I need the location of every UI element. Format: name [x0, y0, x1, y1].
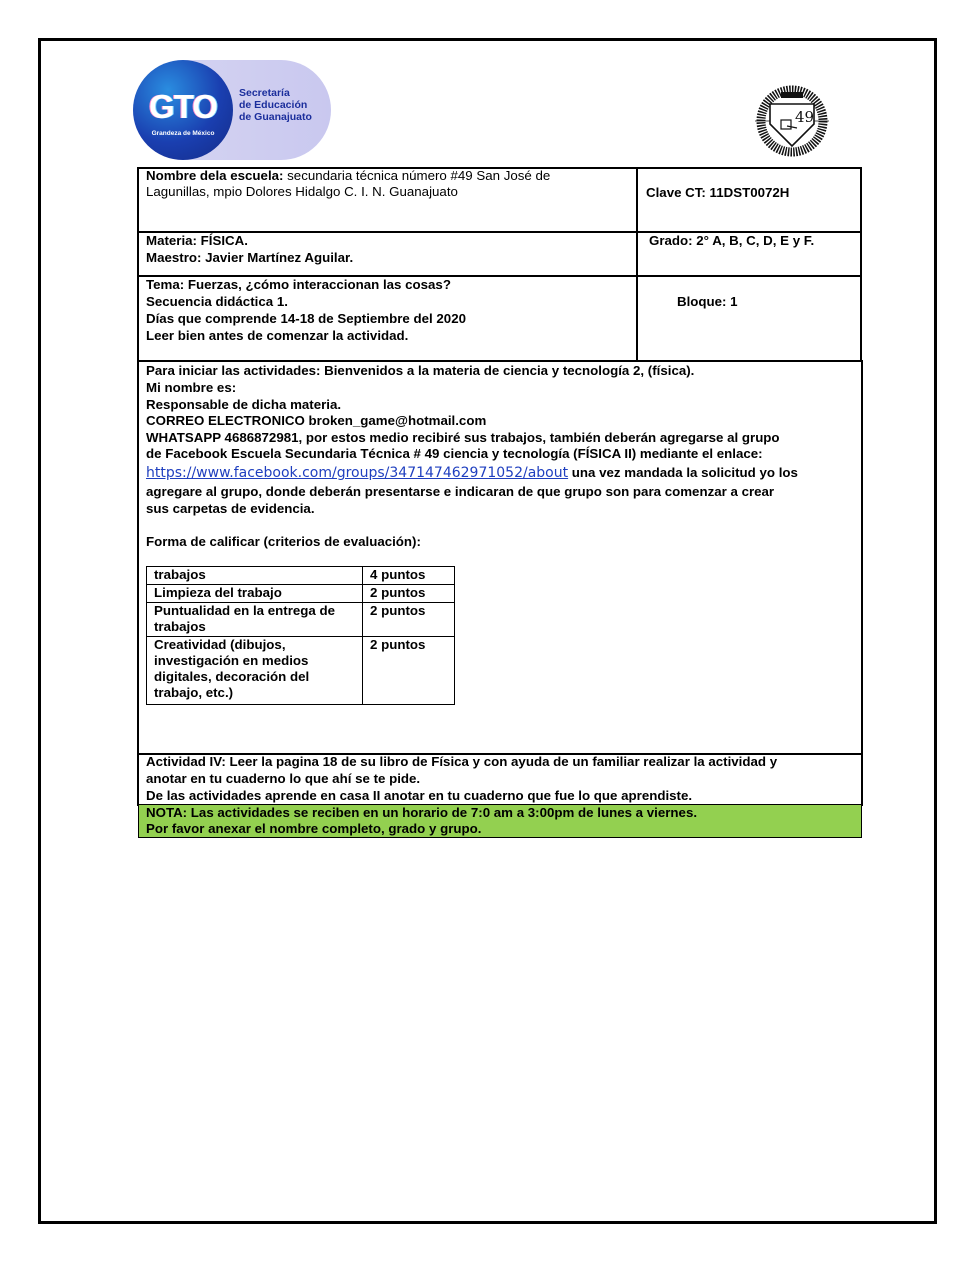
- criteria-item-line: investigación en medios: [154, 653, 309, 668]
- secretaria-educacion-logo: [133, 60, 331, 160]
- secuencia-label: Secuencia didáctica 1.: [146, 294, 288, 309]
- clave-ct: Clave CT: 11DST0072H: [646, 185, 790, 200]
- whatsapp-line: WHATSAPP 4686872981, por estos medio recibiré sus trabajos, también deberán agregarse al grupo: [146, 430, 780, 445]
- criteria-item-line: trabajos: [154, 619, 206, 634]
- leer-label: Leer bien antes de comenzar la actividad.: [146, 328, 409, 343]
- agregar-line: agregare al grupo, donde deberán presentarse e indicaran de que grupo son para comenzar a crear: [146, 484, 775, 499]
- criteria-points: 4 puntos: [363, 567, 455, 585]
- criteria-item-line: Limpieza del trabajo: [154, 585, 282, 600]
- criteria-item-line: Creatividad (dibujos,: [154, 637, 286, 652]
- school-number-text: 49: [795, 108, 815, 126]
- intro-line: Para iniciar las actividades: Bienvenidos a la materia de ciencia y tecnología 2, (física).: [146, 363, 695, 378]
- criteria-row: [147, 585, 455, 603]
- actividad-line2: anotar en tu cuaderno lo que ahí se te pide.: [146, 771, 421, 786]
- gto-tagline: Grandeza de México: [151, 130, 215, 137]
- criteria-item: [147, 567, 363, 585]
- criteria-points: 2 puntos: [363, 603, 455, 637]
- criteria-item: [147, 603, 363, 637]
- criteria-row: [147, 603, 455, 637]
- criteria-item: [147, 637, 363, 705]
- carpetas-line: sus carpetas de evidencia.: [146, 501, 315, 516]
- nota-line2: Por favor anexar el nombre completo, grado y grupo.: [146, 821, 482, 836]
- criteria-title: Forma de calificar (criterios de evaluación):: [146, 534, 421, 549]
- correo-line: CORREO ELECTRONICO broken_game@hotmail.com: [146, 413, 487, 428]
- gto-logo-text: GTO: [149, 88, 217, 125]
- criteria-item-line: Puntualidad en la entrega de: [154, 603, 336, 618]
- link-line: https://www.facebook.com/groups/347147462971052/about una vez mandada la solicitud yo los: [146, 465, 798, 481]
- actividad-line1: Actividad IV: Leer la pagina 18 de su libro de Física y con ayuda de un familiar realizar la actividad y: [146, 754, 778, 769]
- dias-label: Días que comprende 14-18 de Septiembre del 2020: [146, 311, 466, 326]
- criteria-row: [147, 637, 455, 705]
- maestro-label: Maestro: Javier Martínez Aguilar.: [146, 250, 354, 265]
- criteria-points: 2 puntos: [363, 585, 455, 603]
- facebook-line: de Facebook Escuela Secundaria Técnica # 49 ciencia y tecnología (FÍSICA II) mediante el enlace:: [146, 446, 763, 461]
- criteria-item: [147, 585, 363, 603]
- materia-label: Materia: FÍSICA.: [146, 233, 248, 248]
- criteria-item-line: digitales, decoración del: [154, 669, 310, 684]
- school-name-line2: Lagunillas, mpio Dolores Hidalgo C. I. N. Guanajuato: [146, 184, 458, 199]
- criteria-table: [146, 566, 455, 705]
- criteria-item-line: trabajos: [154, 567, 206, 582]
- bloque-label: Bloque: 1: [677, 294, 738, 309]
- nota-line1: NOTA: Las actividades se reciben en un horario de 7:0 am a 3:00pm de lunes a viernes.: [146, 805, 698, 820]
- tema-label: Tema: Fuerzas, ¿cómo interaccionan las cosas?: [146, 277, 451, 292]
- nombre-line: Mi nombre es:: [146, 380, 237, 395]
- school-name-line1: Nombre dela escuela: secundaria técnica número #49 San José de: [146, 168, 551, 183]
- facebook-group-link[interactable]: https://www.facebook.com/groups/347147462971052/about: [146, 465, 569, 481]
- criteria-points: 2 puntos: [363, 637, 455, 705]
- grado-label: Grado: 2° A, B, C, D, E y F.: [649, 233, 815, 248]
- school-gear-logo: [743, 80, 841, 162]
- secretaria-text: Secretaría de Educación de Guanajuato: [239, 87, 312, 123]
- actividad-line3: De las actividades aprende en casa II anotar en tu cuaderno que fue lo que aprendiste.: [146, 788, 693, 803]
- responsable-line: Responsable de dicha materia.: [146, 397, 342, 412]
- bloque-cell: [636, 275, 862, 362]
- criteria-item-line: trabajo, etc.): [154, 685, 234, 700]
- criteria-row: [147, 567, 455, 585]
